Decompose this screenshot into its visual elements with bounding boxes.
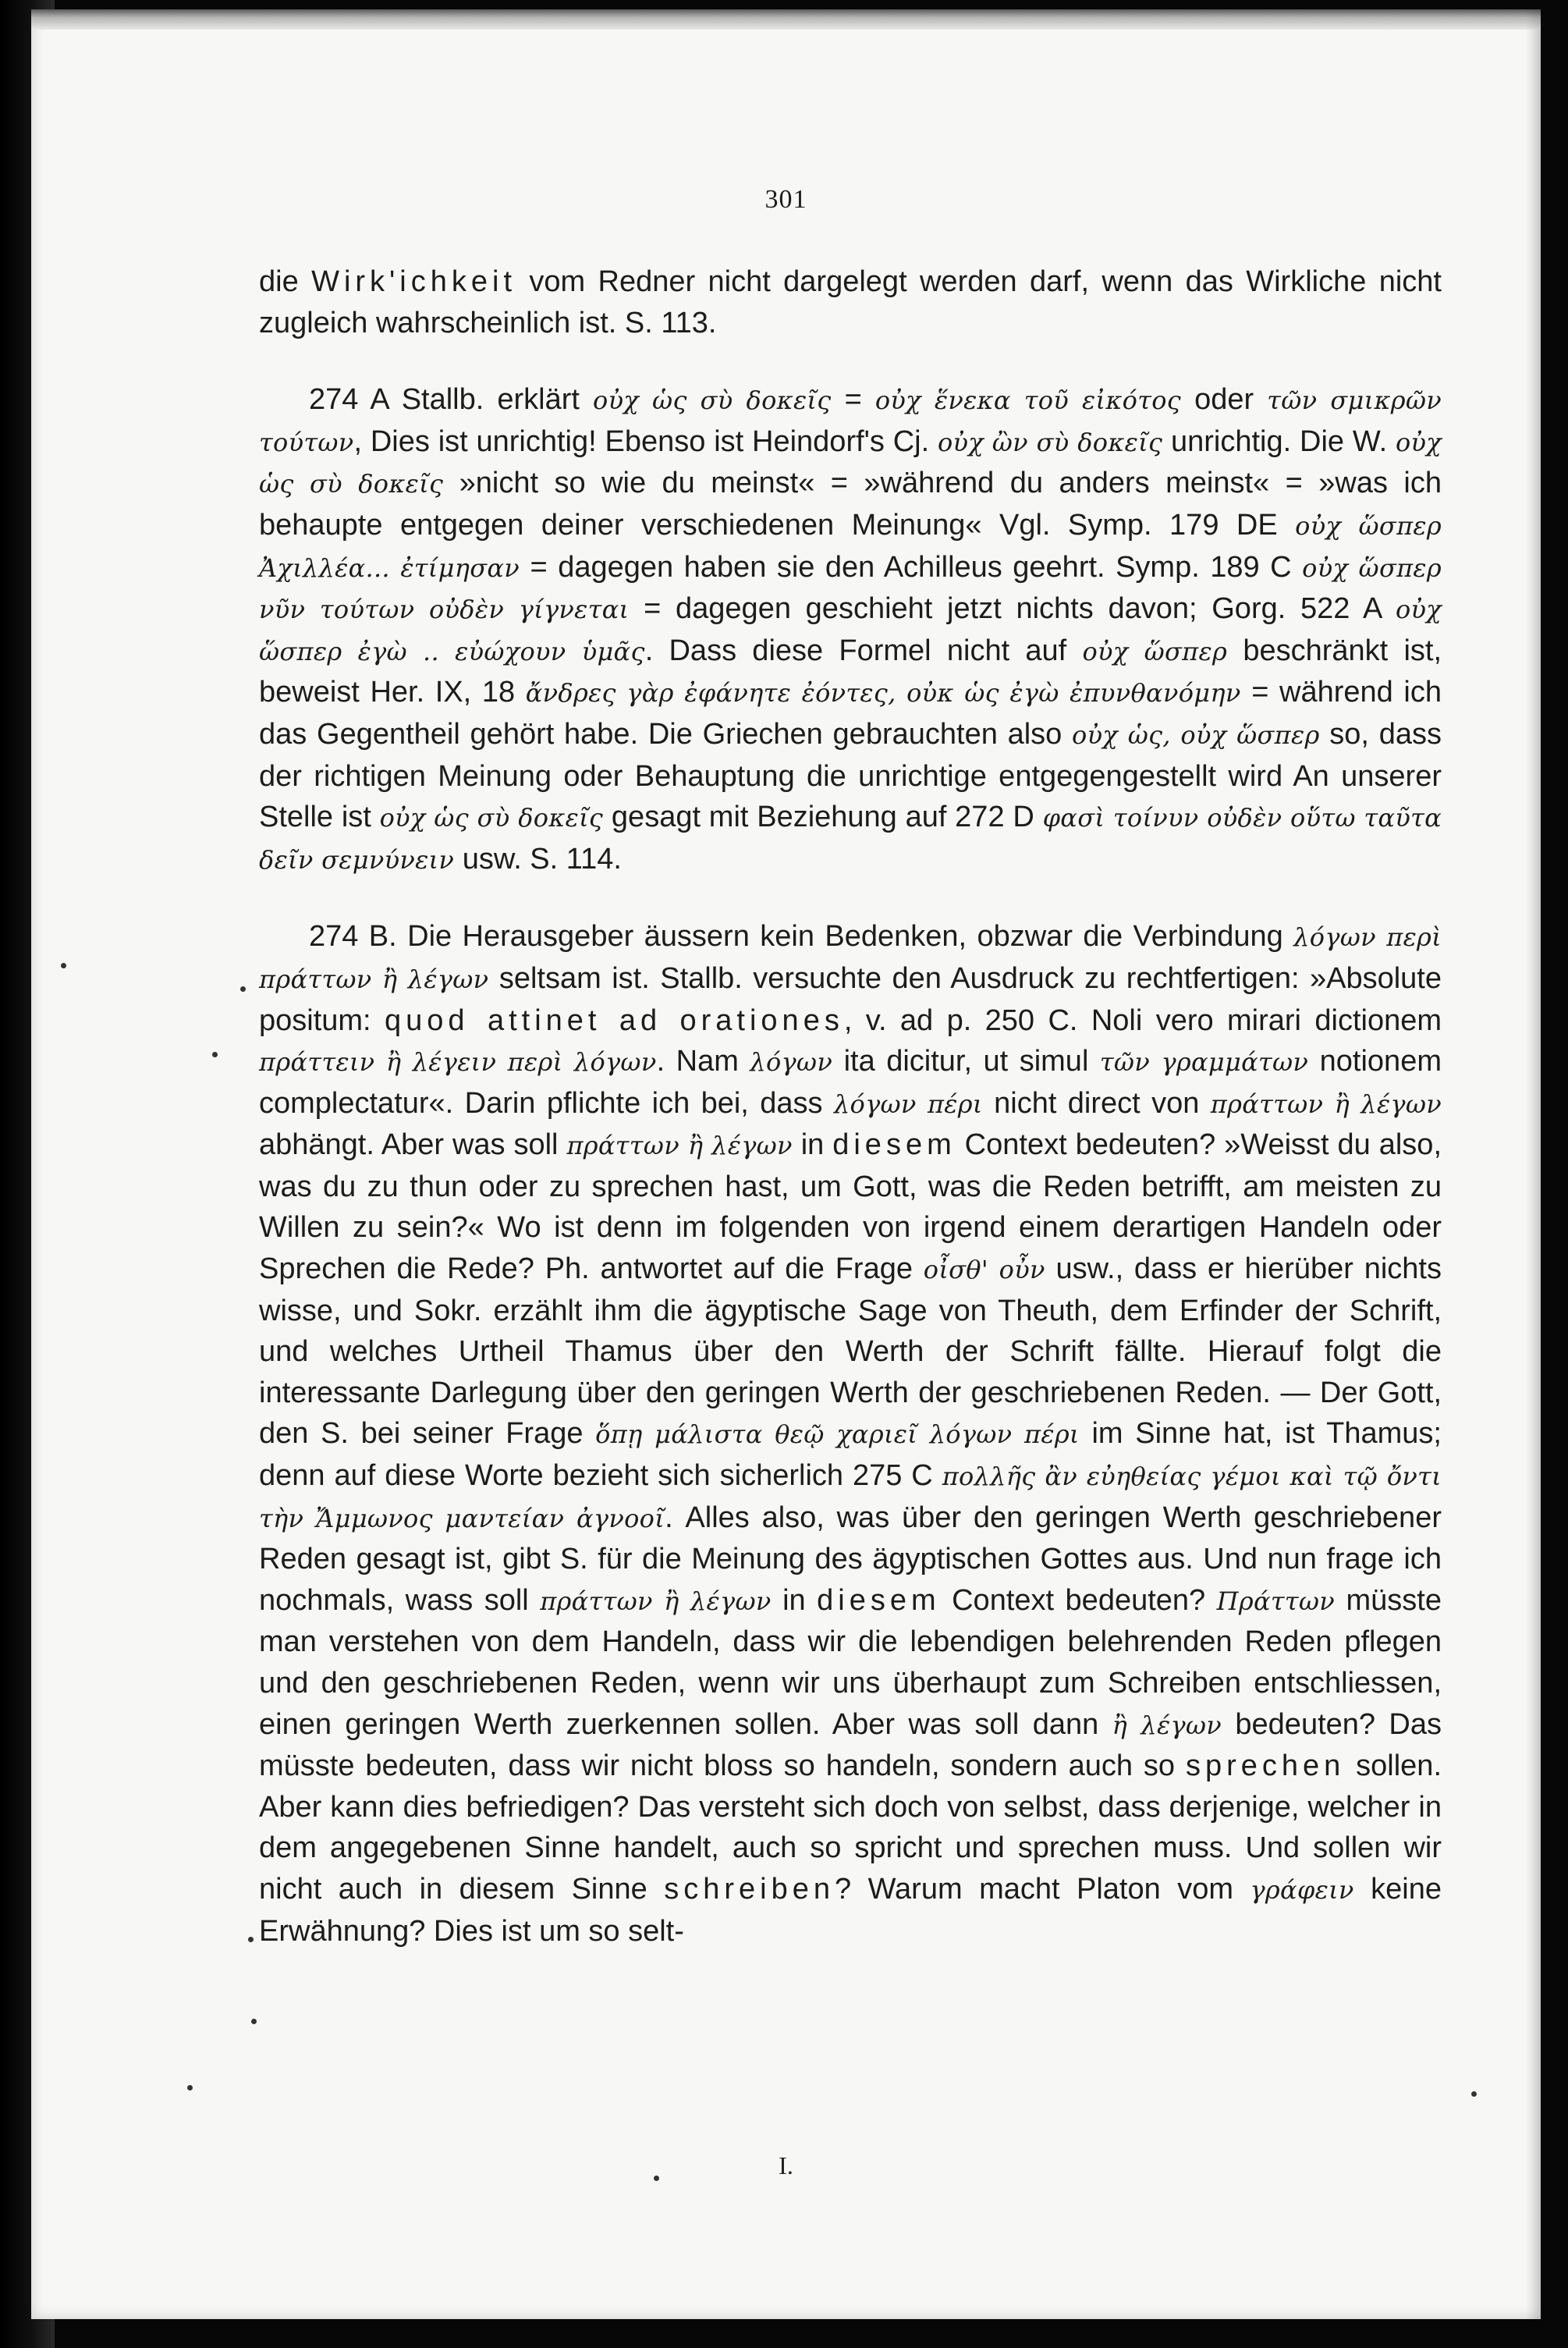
emphasized-text: sprechen <box>1185 1749 1346 1783</box>
text-run: bedeuten? Das müsste bedeuten, dass wir nicht bloss so handeln, sondern auch so <box>259 1707 1442 1783</box>
greek-quotation: ἄνδρες γὰρ ἐφάνητε ἐόντες, οὐκ ὡς ἐγὼ ἐπυνθανόμην <box>525 678 1241 709</box>
text-run: in <box>771 1583 818 1617</box>
greek-quotation: οὐχ ὥσπερ <box>1082 636 1228 666</box>
greek-quotation: οὐχ ὡς σὺ δοκεῖς <box>593 385 832 416</box>
emphasized-text: schreiben <box>664 1872 835 1906</box>
text-run: 274 A Stallb. erklärt <box>309 383 594 417</box>
greek-quotation: ὅπῃ μάλιστα θεῷ χαριεῖ λόγων πέρι <box>595 1419 1080 1450</box>
text-run: = während ich das Gegentheil gehört habe. Die Griechen gebrauchten also <box>259 676 1442 751</box>
greek-quotation: οὐχ ἕνεκα τοῦ εἰκότος <box>874 385 1181 416</box>
text-run: unrichtig. Die W. <box>1162 424 1396 458</box>
signature-mark: I. <box>779 2151 793 2179</box>
page-top-edge <box>31 9 1541 30</box>
text-run: oder <box>1181 383 1268 417</box>
scan-speck <box>212 1052 218 1057</box>
greek-quotation: οὐχ ὥσπερ ἐγὼ .. εὐώχουν ὑμᾶς <box>259 595 1442 666</box>
scan-speck <box>1471 2091 1477 2097</box>
text-run: usw., dass er hierüber nichts wisse, und Sokr. erzählt ihm die ägyptische Sage von Theuth, dem Erfinder der Schrift, und welches Urtheil Thamus über den Werth der Schrift fällte. Hierauf folgt die interessante Darlegung über den geringen Werth der geschriebenen Reden. — Der Gott, den S. bei seiner Frage <box>259 1252 1442 1451</box>
paragraph <box>259 379 1442 880</box>
text-run: . Nam <box>656 1045 750 1078</box>
greek-quotation: τῶν σμικρῶν τούτων <box>259 385 1442 457</box>
greek-quotation: οὐχ ὢν σὺ δοκεῖς <box>937 427 1163 457</box>
text-run: müsste man verstehen von dem Handeln, dass wir die lebendigen belehrenden Reden pflegen und den geschriebenen Reden, wenn wir uns überhaupt zum Schreiben entschliessen, einen geringen Werth zuerkennen sollen. Aber was soll dann <box>259 1583 1442 1741</box>
text-run: . Dass diese Formel nicht auf <box>644 634 1083 667</box>
greek-quotation: τῶν γραμμάτων <box>1099 1047 1309 1078</box>
greek-quotation: λόγων πέρι <box>833 1089 983 1119</box>
emphasized-text: diesem <box>832 1128 956 1162</box>
greek-quotation: οὐχ ὡς σὺ δοκεῖς <box>259 427 1442 499</box>
scan-speck <box>187 2085 193 2090</box>
text-run: = dagegen geschieht jetzt nichts davon; Gorg. 522 A <box>629 592 1396 626</box>
greek-quotation: πράττων ἢ λέγων <box>1210 1089 1442 1119</box>
text-run: so, dass der richtigen Meinung oder Behauptung die unrichtige entgegengestellt wird An unserer Stelle ist <box>259 717 1442 834</box>
scan-speck <box>61 963 66 968</box>
text-run: , Dies ist unrichtig! Ebenso ist Heindorf's Cj. <box>353 424 938 458</box>
greek-quotation: πολλῆς ἂν εὐηθείας γέμοι καὶ τῷ ὄντι τὴν Ἄμμωνος μαντείαν ἀγνοοῖ <box>259 1462 1442 1533</box>
scan-speck <box>251 2019 257 2024</box>
text-run: sollen. Aber kann dies befriedigen? Das versteht sich doch von selbst, dass derjenige, welcher in dem angegebenen Sinne handelt, auch so spricht und sprechen muss. Und sollen wir nicht auch in diesem Sinne <box>259 1749 1442 1906</box>
text-run: nicht direct von <box>982 1086 1211 1120</box>
emphasized-text: Wirk'ichkeit <box>311 265 517 298</box>
greek-quotation: οἶσθ' οὖν <box>923 1255 1045 1285</box>
text-run: abhängt. Aber was soll <box>259 1128 567 1162</box>
emphasized-text: quod attinet ad orationes <box>385 1003 844 1037</box>
greek-quotation: γράφειν <box>1250 1874 1354 1905</box>
page-shadow <box>1525 9 1541 2319</box>
greek-quotation: ἢ λέγων <box>1112 1710 1222 1740</box>
text-run: gesagt mit Beziehung auf 272 D <box>603 801 1043 834</box>
text-run: seltsam ist. Stallb. versuchte den Ausdruck zu rechtfertigen: »Absolute positum: <box>259 961 1442 1037</box>
scan-speck <box>248 1937 254 1942</box>
greek-quotation: λόγων <box>750 1047 833 1078</box>
greek-quotation: οὐχ ὥσπερ νῦν τούτων οὐδὲν γίγνεται <box>259 552 1442 625</box>
text-run: ita dicitur, ut simul <box>832 1045 1100 1078</box>
text-run: keine Erwähnung? Dies ist um so selt- <box>259 1872 1442 1948</box>
book-page <box>31 9 1541 2319</box>
text-run: Context bedeuten? »Weisst du also, was du zu thun oder zu sprechen hast, um Gott, was die Reden betrifft, am meisten zu Willen zu sein?« Wo ist denn im folgenden von irgend einem derartigen Handeln oder Sprechen die Rede? Ph. antwortet auf die Frage <box>259 1128 1442 1286</box>
page-number: 301 <box>764 185 807 214</box>
text-run: vom Redner nicht dargelegt werden darf, wenn das Wirkliche nicht zugleich wahrscheinlich ist. S. 113. <box>259 265 1442 339</box>
greek-quotation: λόγων περὶ πράττων ἢ λέγων <box>259 922 1442 994</box>
body-text <box>259 261 1442 1952</box>
text-run: ? Warum macht Platon vom <box>834 1872 1250 1906</box>
text-run: in <box>792 1128 833 1162</box>
scan-speck <box>654 2176 659 2181</box>
text-run: , v. ad p. 250 C. Noli vero mirari dictionem <box>843 1003 1442 1037</box>
paragraph <box>259 261 1442 343</box>
text-run: 274 B. Die Herausgeber äussern kein Bedenken, obzwar die Verbindung <box>309 920 1294 954</box>
text-run: usw. S. 114. <box>454 842 622 876</box>
greek-quotation: οὐχ ὥσπερ Ἀχιλλέα... ἐτίμησαν <box>259 510 1442 583</box>
text-run: im Sinne hat, ist Thamus; denn auf diese Worte bezieht sich sicherlich 275 C <box>259 1417 1442 1493</box>
greek-quotation: οὐχ ὡς σὺ δοκεῖς <box>379 803 604 833</box>
greek-quotation: Πράττων <box>1216 1586 1336 1616</box>
greek-quotation: φασὶ τοίνυν οὐδὲν οὕτω ταῦτα δεῖν σεμνύνειν <box>259 803 1442 875</box>
text-run: beschränkt ist, beweist Her. IX, 18 <box>259 634 1442 709</box>
greek-quotation: πράττων ἢ λέγων <box>566 1131 793 1161</box>
text-run: = <box>831 383 875 417</box>
text-run: . Alles also, was über den geringen Werth geschriebener Reden gesagt ist, gibt S. für die Meinung des ägyptischen Gottes aus. Und nun frage ich nochmals, wass soll <box>259 1501 1442 1617</box>
greek-quotation: πράττων ἢ λέγων <box>540 1586 772 1616</box>
text-run: = dagegen haben sie den Achilleus geehrt. Symp. 189 C <box>520 550 1303 584</box>
greek-quotation: οὐχ ὡς, οὐχ ὥσπερ <box>1072 719 1320 750</box>
paragraph <box>259 916 1442 1952</box>
greek-quotation: πράττειν ἢ λέγειν περὶ λόγων <box>259 1047 657 1078</box>
scan-speck <box>240 986 246 992</box>
text-run: die <box>259 265 312 298</box>
text-run: notionem complectatur«. Darin pflichte ich bei, dass <box>259 1045 1442 1120</box>
emphasized-text: diesem <box>817 1583 941 1617</box>
text-run: »nicht so wie du meinst« = »während du anders meinst« = »was ich behaupte entgegen deiner verschiedenen Meinung« Vgl. Symp. 179 DE <box>259 467 1442 542</box>
text-run: Context bedeuten? <box>940 1583 1217 1617</box>
